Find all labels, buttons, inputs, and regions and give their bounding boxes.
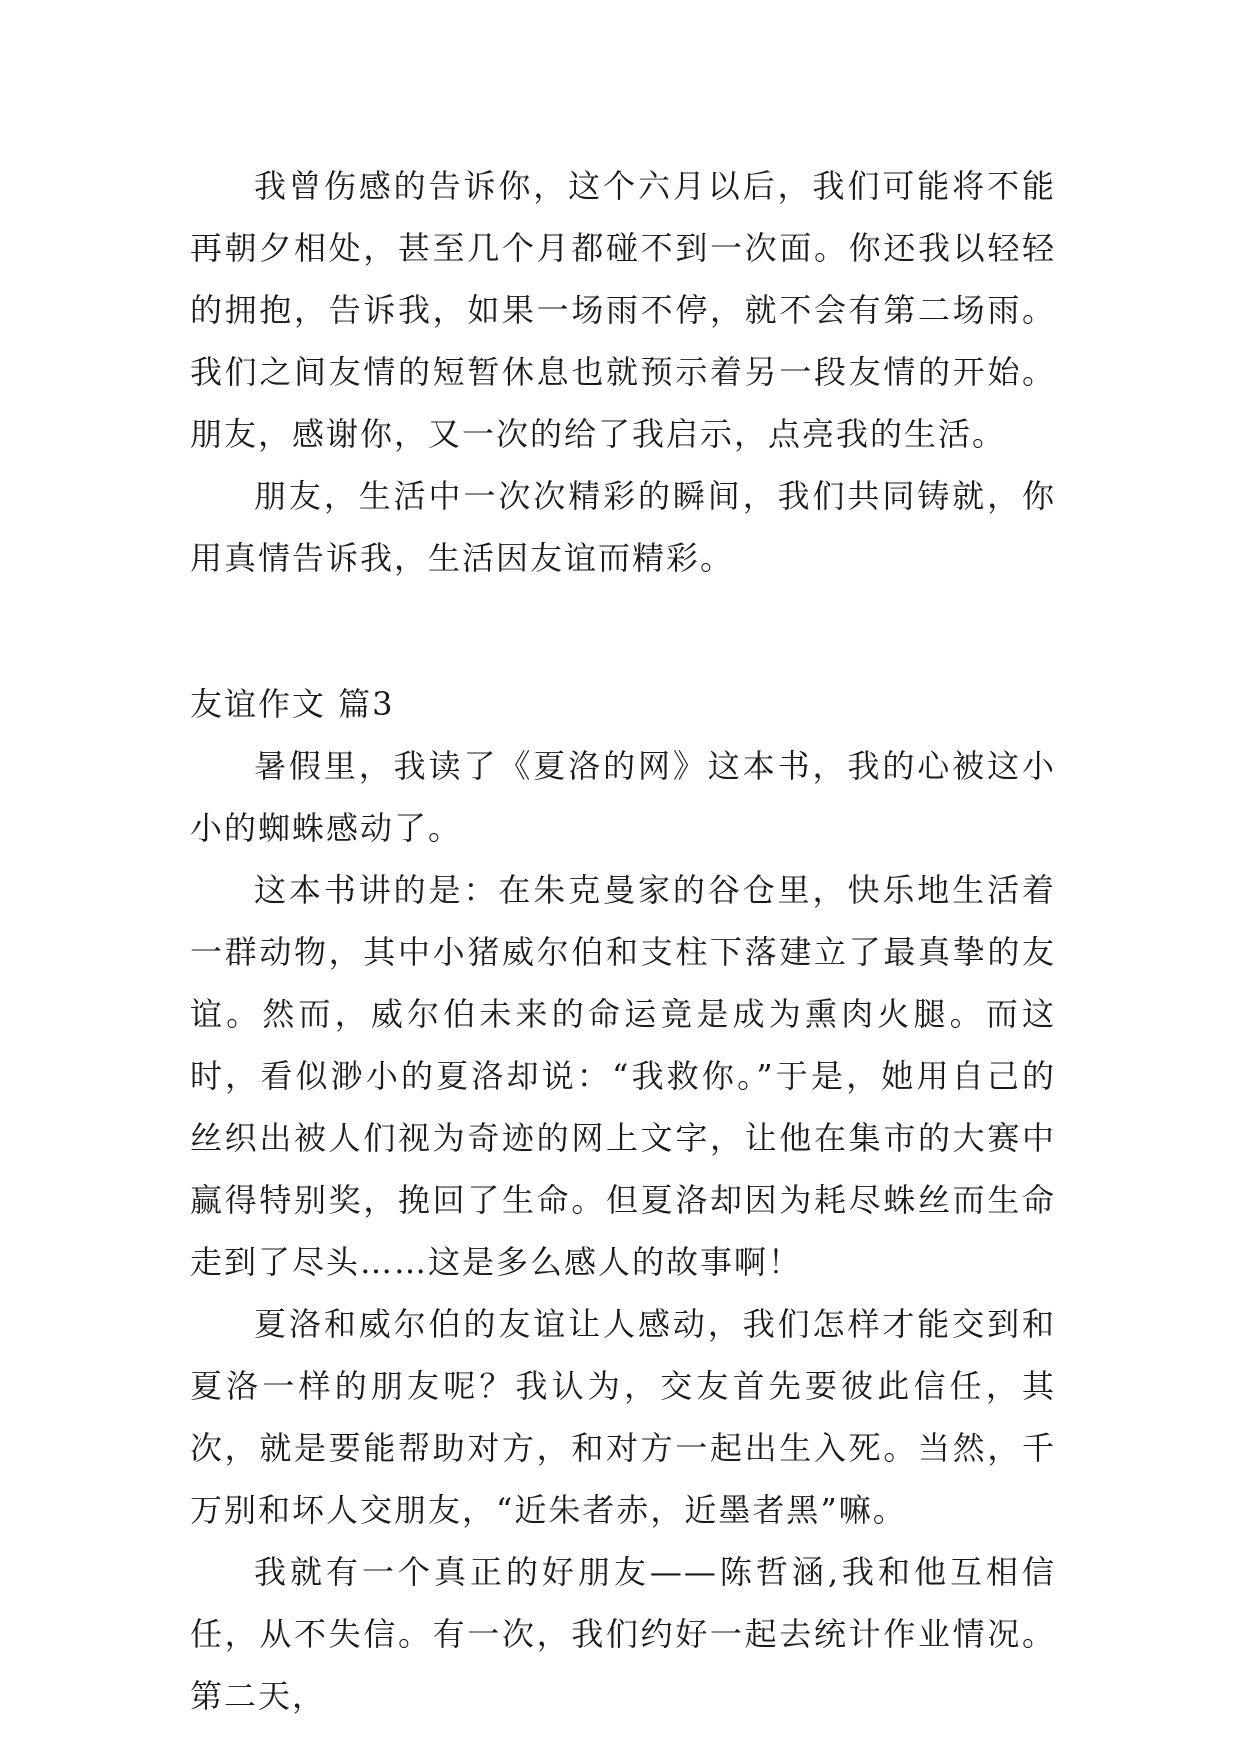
paragraph: 朋友，生活中一次次精彩的瞬间，我们共同铸就，你用真情告诉我，生活因友谊而精彩。 xyxy=(190,477,1056,577)
paragraph: 我曾伤感的告诉你，这个六月以后，我们可能将不能再朝夕相处，甚至几个月都碰不到一次面。你还我以轻轻的拥抱，告诉我，如果一场雨不停，就不会有第二场雨。我们之间友情的短暂休息也就预示着另一段友情的开始。朋友，感谢你，又一次的给了我启示，点亮我的生活。 xyxy=(190,167,1056,453)
paragraph: 我就有一个真正的好朋友——陈哲涵,我和他互相信任，从不失信。有一次，我们约好一起去统计作业情况。第二天， xyxy=(190,1553,1056,1715)
paragraph: 夏洛和威尔伯的友谊让人感动，我们怎样才能交到和夏洛一样的朋友呢？我认为，交友首先要彼此信任，其次，就是要能帮助对方，和对方一起出生入死。当然，千万别和坏人交朋友，“近朱者赤，近墨者黑”嘛。 xyxy=(190,1305,1056,1529)
paragraph: 暑假里，我读了《夏洛的网》这本书，我的心被这小小的蜘蛛感动了。 xyxy=(190,747,1056,847)
document-body xyxy=(190,155,1056,1727)
section-heading: 友谊作文 篇3 xyxy=(190,685,395,723)
paragraph: 这本书讲的是：在朱克曼家的谷仓里，快乐地生活着一群动物，其中小猪威尔伯和支柱下落建立了最真挚的友谊。然而，威尔伯未来的命运竟是成为熏肉火腿。而这时，看似渺小的夏洛却说：“我救你。”于是，她用自己的丝织出被人们视为奇迹的网上文字，让他在集市的大赛中赢得特别奖，挽回了生命。但夏洛却因为耗尽蛛丝而生命走到了尽头……这是多么感人的故事啊！ xyxy=(190,871,1056,1281)
